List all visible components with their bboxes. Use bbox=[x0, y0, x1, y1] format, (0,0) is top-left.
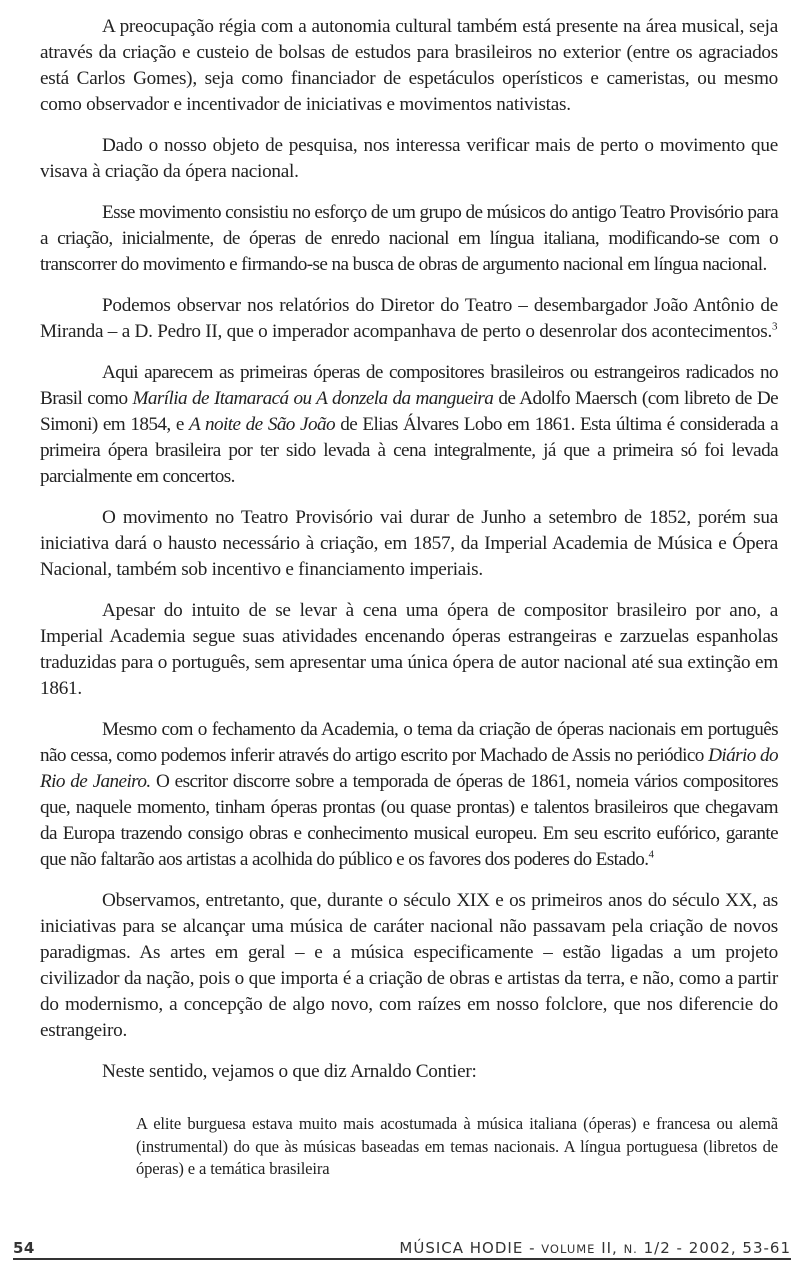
paragraph-movement-duration: O movimento no Teatro Provisório vai durar de Junho a setembro de 1852, porém sua iniciativa dará o hausto necessário à criação, em 1857, da Imperial Academia de Música e Ópera Nacional, também sob incentivo e financiamento imperiais. bbox=[40, 507, 778, 580]
opera-title: A noite de São João bbox=[189, 414, 335, 435]
paragraph-director-reports: Podemos observar nos relatórios do Diretor do Teatro – desembargador João Antônio de Miranda – a D. Pedro II, que o imperador acompanhava de perto o desenrolar dos acontecimentos.$^3$ bbox=[40, 295, 778, 342]
periodical-title: Diário do Rio de Janeiro. bbox=[40, 745, 778, 792]
footnote-marker: 3 bbox=[772, 320, 778, 333]
paragraph-imperial-academy: Apesar do intuito de se levar à cena uma ópera de compositor brasileiro por ano, a Imperial Academia segue suas atividades encenando óperas estrangeiras e zarzuelas espanholas traduzidas para o português, sem apresentar uma única ópera de autor nacional até sua extinção em 1861. bbox=[40, 600, 778, 699]
page-number: 54 bbox=[13, 1239, 35, 1257]
paragraph-first-operas: Aqui aparecem as primeiras óperas de compositores brasileiros ou estrangeiros radicados no Brasil como Marília de Itamaracá ou A donzela da mangueira de Adolfo Maersch (com libreto de De Simoni) em 1854, e A noite de São João de Elias Álvares Lobo em 1861. Esta última é considerada a primeira ópera brasileira por ter sido levada à cena integralmente, já que a primeira só foi levada parcialmente em concertos. bbox=[40, 362, 779, 487]
page-footer bbox=[13, 1238, 791, 1260]
footnote-marker: 4 bbox=[648, 848, 654, 861]
paragraph-machado-de-assis: Mesmo com o fechamento da Academia, o tema da criação de óperas nacionais em português não cessa, como podemos inferir através do artigo escrito por Machado de Assis no periódico Diário do Rio de Janeiro. O escritor discorre sobre a temporada de óperas de 1861, nomeia vários compositores que, naquele momento, tinham óperas prontas (ou quase prontas) e talentos brasileiros que chegavam da Europa trazendo consigo obras e conhecimento musical europeu. Em seu escrito eufórico, garante que não faltarão aos artistas a acolhida do público e os favores dos poderes do Estado.$^4$ bbox=[40, 719, 778, 870]
journal-citation: MÚSICA HODIE - VOLUME II, N. 1/2 - 2002, 53-61 bbox=[399, 1239, 791, 1257]
paragraph-teatro-provisorio: Esse movimento consistiu no esforço de um grupo de músicos do antigo Teatro Provisório para a criação, inicialmente, de óperas de enredo nacional em língua italiana, modificando-se com o transcorrer do movimento e firmando-se na busca de obras de argumento nacional em língua nacional. bbox=[40, 202, 778, 275]
paragraph-research-object: Dado o nosso objeto de pesquisa, nos interessa verificar mais de perto o movimento que visava à criação da ópera nacional. bbox=[40, 135, 778, 182]
blockquote-contier: A elite burguesa estava muito mais acostumada à música italiana (óperas) e francesa ou alemã (instrumental) do que às músicas baseadas em temas nacionais. A língua portuguesa (libretos de óperas) e a temática brasileira bbox=[136, 1114, 778, 1178]
paragraph-contier-intro: Neste sentido, vejamos o que diz Arnaldo Contier: bbox=[102, 1061, 477, 1082]
opera-title: Marília de Itamaracá ou A donzela da mangueira bbox=[132, 388, 494, 409]
page-body bbox=[40, 14, 778, 1181]
paragraph-nineteenth-century: Observamos, entretanto, que, durante o século XIX e os primeiros anos do século XX, as iniciativas para se alcançar uma música de caráter nacional não passavam pela criação de novos paradigmas. As artes em geral – e a música especificamente – estão ligadas a um projeto civilizador da nação, pois o que importa é a criação de obras e artistas da terra, e não, como a partir do modernismo, a concepção de algo novo, com raízes em nosso folclore, que nos diferencie do estrangeiro. bbox=[40, 890, 778, 1041]
paragraph-royal-patronage: A preocupação régia com a autonomia cultural também está presente na área musical, seja através da criação e custeio de bolsas de estudos para brasileiros no exterior (entre os agraciados está Carlos Gomes), seja como financiador de espetáculos operísticos e cameristas, ou mesmo como observador e incentivador de iniciativas e movimentos nativistas. bbox=[40, 16, 778, 115]
